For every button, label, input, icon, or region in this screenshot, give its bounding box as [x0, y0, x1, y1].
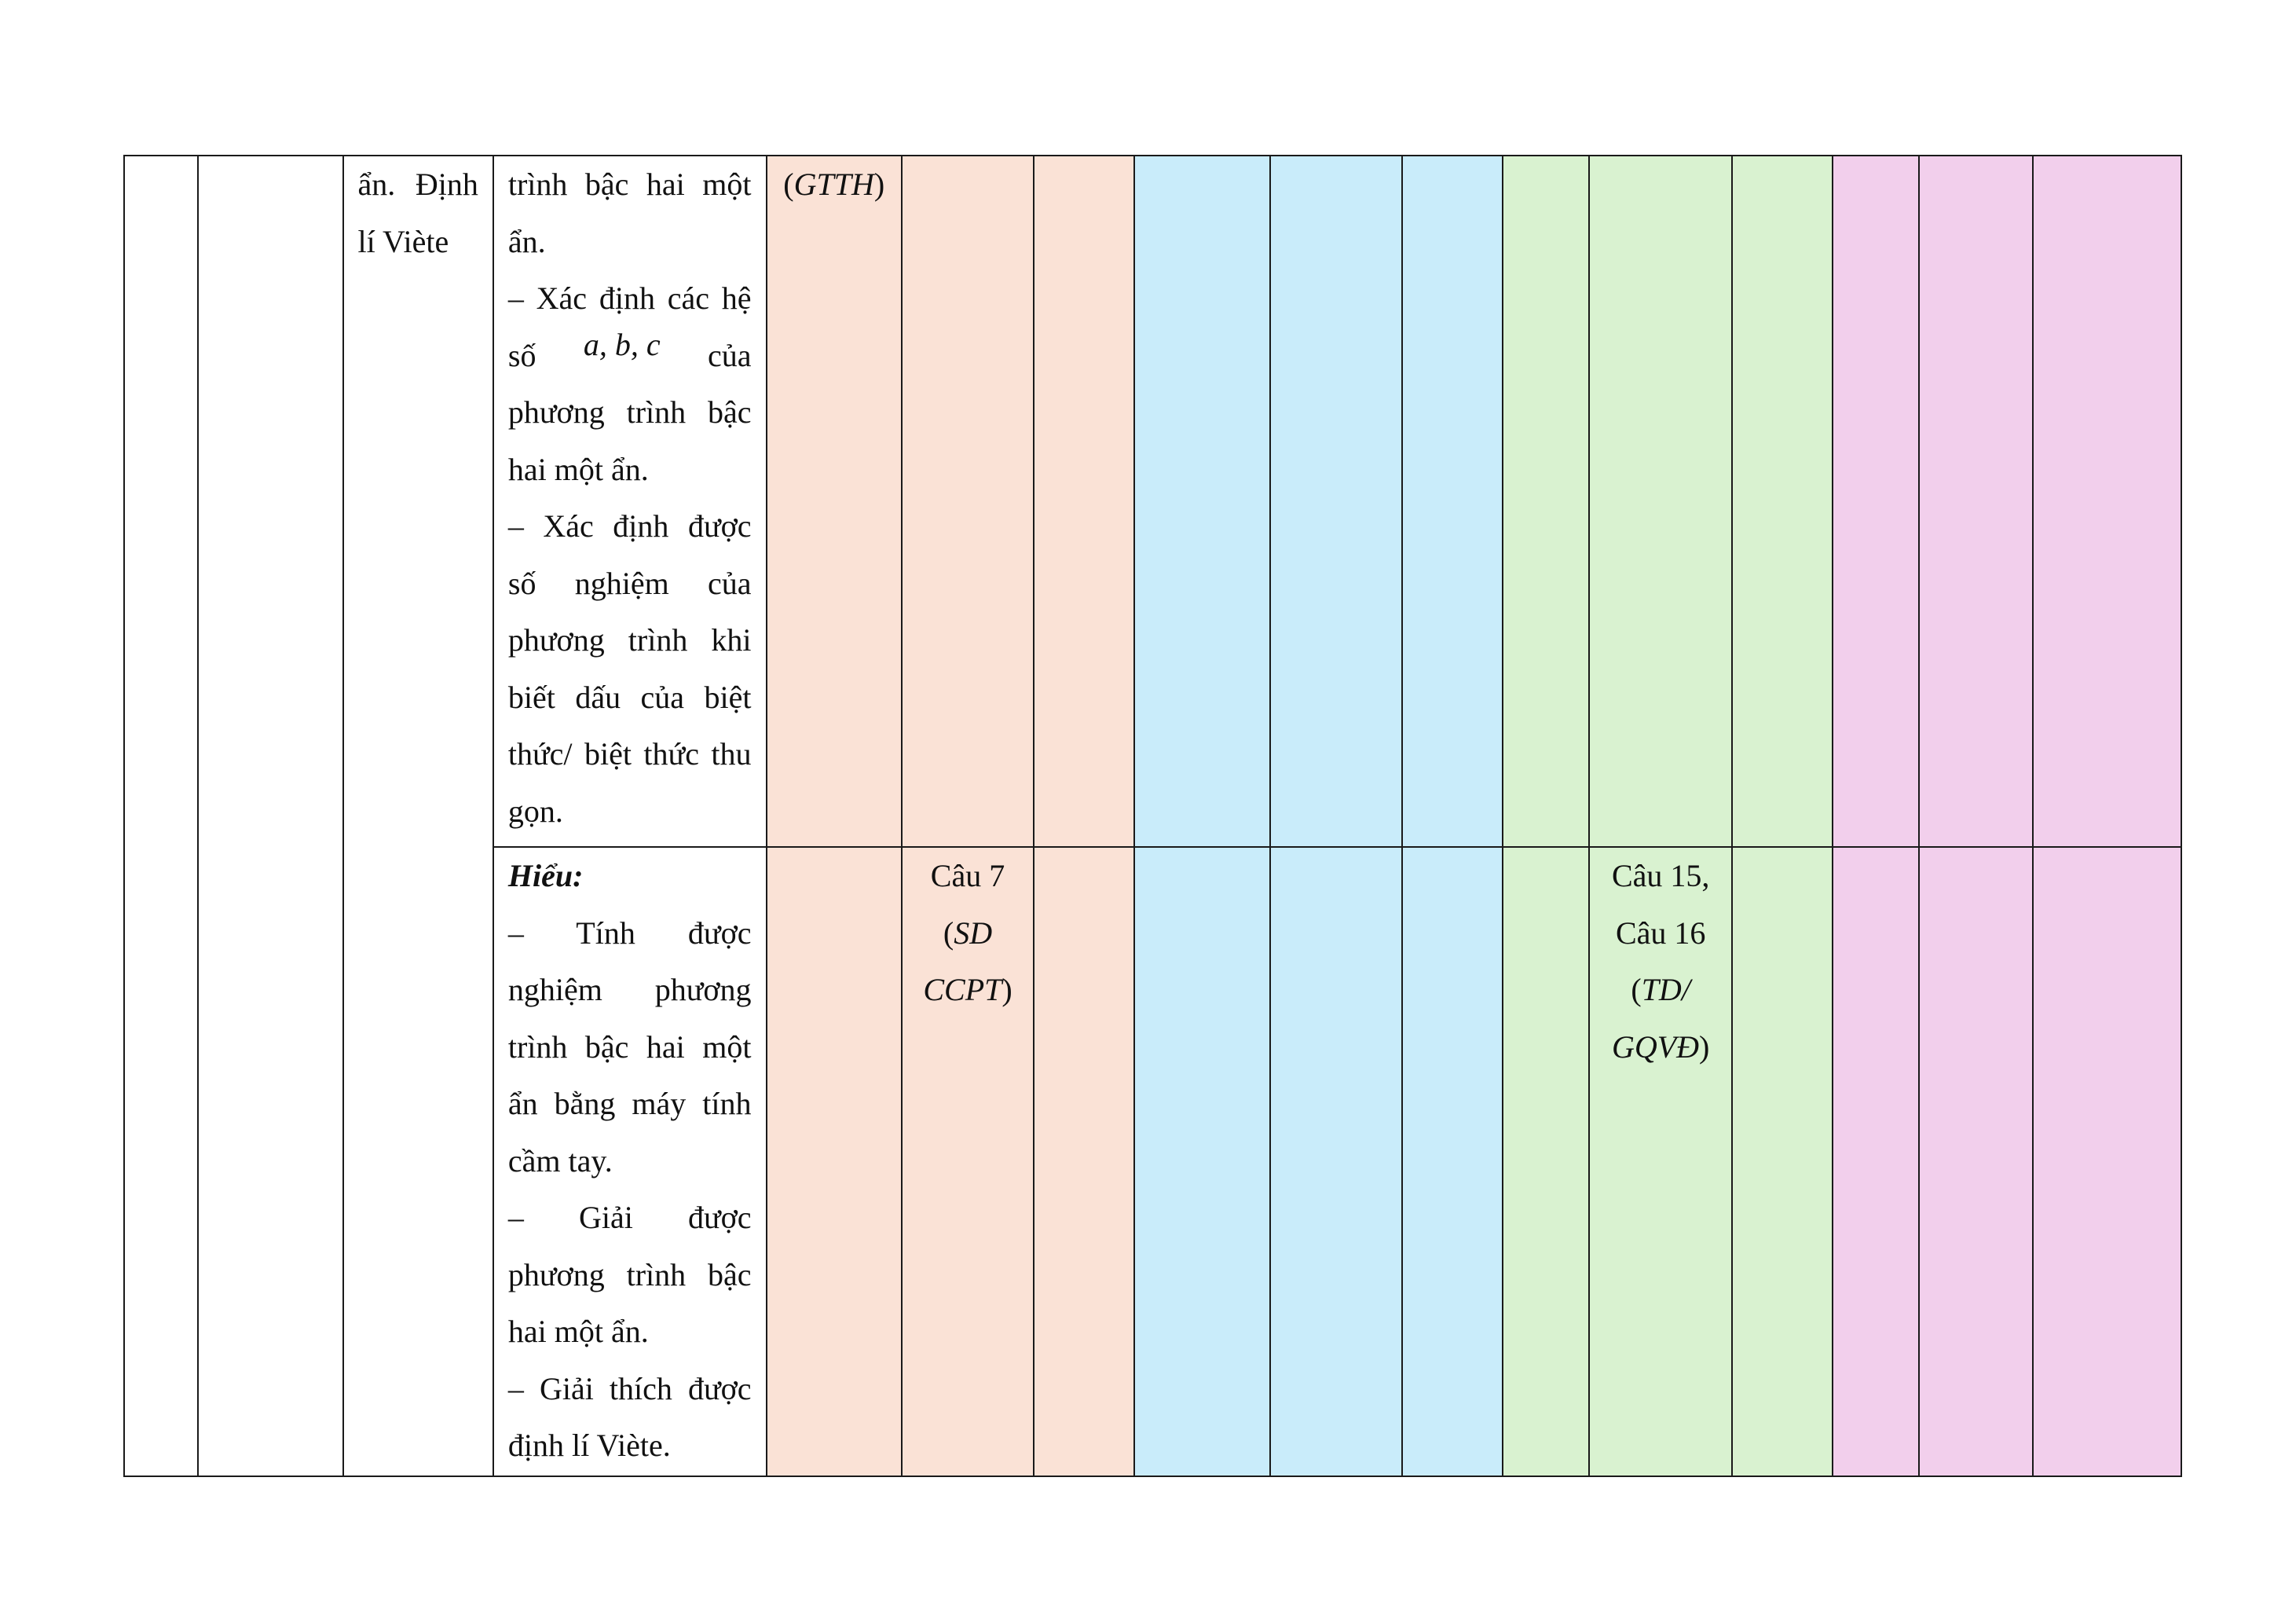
cell-stt [124, 156, 198, 1476]
requirement-understand-text [494, 848, 766, 1475]
cell-ds-1 [1134, 156, 1269, 847]
text-line: ẩn bằng máy tính [507, 1086, 752, 1121]
cell-tnkq-know-2 [902, 156, 1034, 847]
code-sd: SD [954, 915, 993, 951]
question-ref [903, 848, 1033, 1019]
cell-tu-luan-3 [2033, 156, 2181, 847]
cell-chapter [198, 156, 342, 1476]
paren: ( [783, 167, 794, 202]
paren: ) [873, 167, 885, 202]
cell-tu-luan-understand-2 [1919, 847, 2032, 1476]
competency-code [767, 156, 901, 214]
text-line-with-math [508, 328, 752, 385]
paren: ( [943, 915, 954, 951]
question-label: Câu 15, [1611, 858, 1710, 893]
cell-tu-luan-understand-1 [1833, 847, 1919, 1476]
cell-tu-luan-2 [1919, 156, 2032, 847]
text-line: – Giải thích được [507, 1370, 752, 1406]
text-line: phương trình bậc [507, 394, 752, 430]
text-fragment: của [708, 337, 752, 373]
cell-tl-2 [1589, 156, 1731, 847]
cell-tnkq-understand-2 [902, 847, 1034, 1476]
question-label: Câu 16 [1615, 915, 1706, 951]
text-line: – Xác định được [507, 508, 752, 544]
text-line: thức/ biệt thức thu [507, 736, 752, 772]
cell-tnkq-understand-1 [767, 847, 902, 1476]
cell-tnkq-understand-3 [1034, 847, 1134, 1476]
cell-tu-luan-understand-3 [2033, 847, 2181, 1476]
text-line: phương trình khi [507, 622, 752, 658]
cell-ds-2 [1270, 156, 1402, 847]
text-line: hai một ẩn. [507, 451, 649, 487]
text-line: định lí Viète. [507, 1428, 671, 1463]
cell-tl-3 [1732, 156, 1833, 847]
code-gtth: GTTH [793, 167, 874, 202]
text-line: biết dấu của biệt [507, 679, 752, 715]
text-line: gọn. [507, 793, 563, 829]
text-line: ẩn. [507, 223, 546, 259]
text-line: cầm tay. [507, 1142, 613, 1179]
requirement-know-text [494, 156, 766, 840]
topic-text [344, 156, 493, 270]
cell-ds-understand-1 [1134, 847, 1269, 1476]
text-line: phương trình bậc [507, 1256, 752, 1292]
topic-line: lí Viète [357, 223, 449, 259]
cell-tu-luan-1 [1833, 156, 1919, 847]
code-td: TD/ [1641, 972, 1690, 1007]
paren: ( [1631, 972, 1642, 1007]
cell-tl-understand-1 [1503, 847, 1589, 1476]
cell-requirement-know [493, 156, 767, 847]
cell-topic [343, 156, 493, 1476]
table-row [124, 156, 2181, 847]
text-line: – Xác định các hệ [507, 280, 752, 316]
text-line: trình bậc hai một [507, 167, 752, 202]
text-line: số nghiệm của [507, 565, 752, 601]
cell-tl-1 [1503, 156, 1589, 847]
text-line: nghiệm phương [507, 972, 752, 1007]
math-coefficients: a, b, c [583, 326, 661, 362]
question-ref [1590, 848, 1730, 1076]
cell-tnkq-know-3 [1034, 156, 1134, 847]
competency-code [1595, 962, 1726, 1019]
cell-tnkq-know-1 [767, 156, 902, 847]
text-line: trình bậc hai một [507, 1028, 752, 1065]
cell-ds-understand-2 [1270, 847, 1402, 1476]
paren: ) [1002, 972, 1013, 1007]
competency-code [907, 905, 1028, 962]
cell-tl-understand-2 [1589, 847, 1731, 1476]
cell-tl-understand-3 [1732, 847, 1833, 1476]
text-line: – Tính được [507, 915, 752, 951]
cell-ds-understand-3 [1402, 847, 1503, 1476]
paren: ) [1699, 1028, 1710, 1065]
competency-code [1595, 1019, 1726, 1076]
cell-ds-3 [1402, 156, 1503, 847]
code-ccpt: CCPT [923, 972, 1002, 1007]
code-gqvd: GQVĐ [1611, 1028, 1700, 1065]
competency-code [907, 962, 1028, 1019]
text-fragment: số [507, 337, 536, 373]
text-line: hai một ẩn. [507, 1314, 649, 1349]
topic-line: ẩn. Định [357, 167, 478, 202]
text-line: – Giải được [507, 1200, 752, 1235]
level-heading: Hiểu: [507, 858, 584, 893]
question-label: Câu 7 [930, 858, 1005, 893]
cell-requirement-understand [493, 847, 767, 1476]
assessment-matrix-table [123, 155, 2182, 1477]
